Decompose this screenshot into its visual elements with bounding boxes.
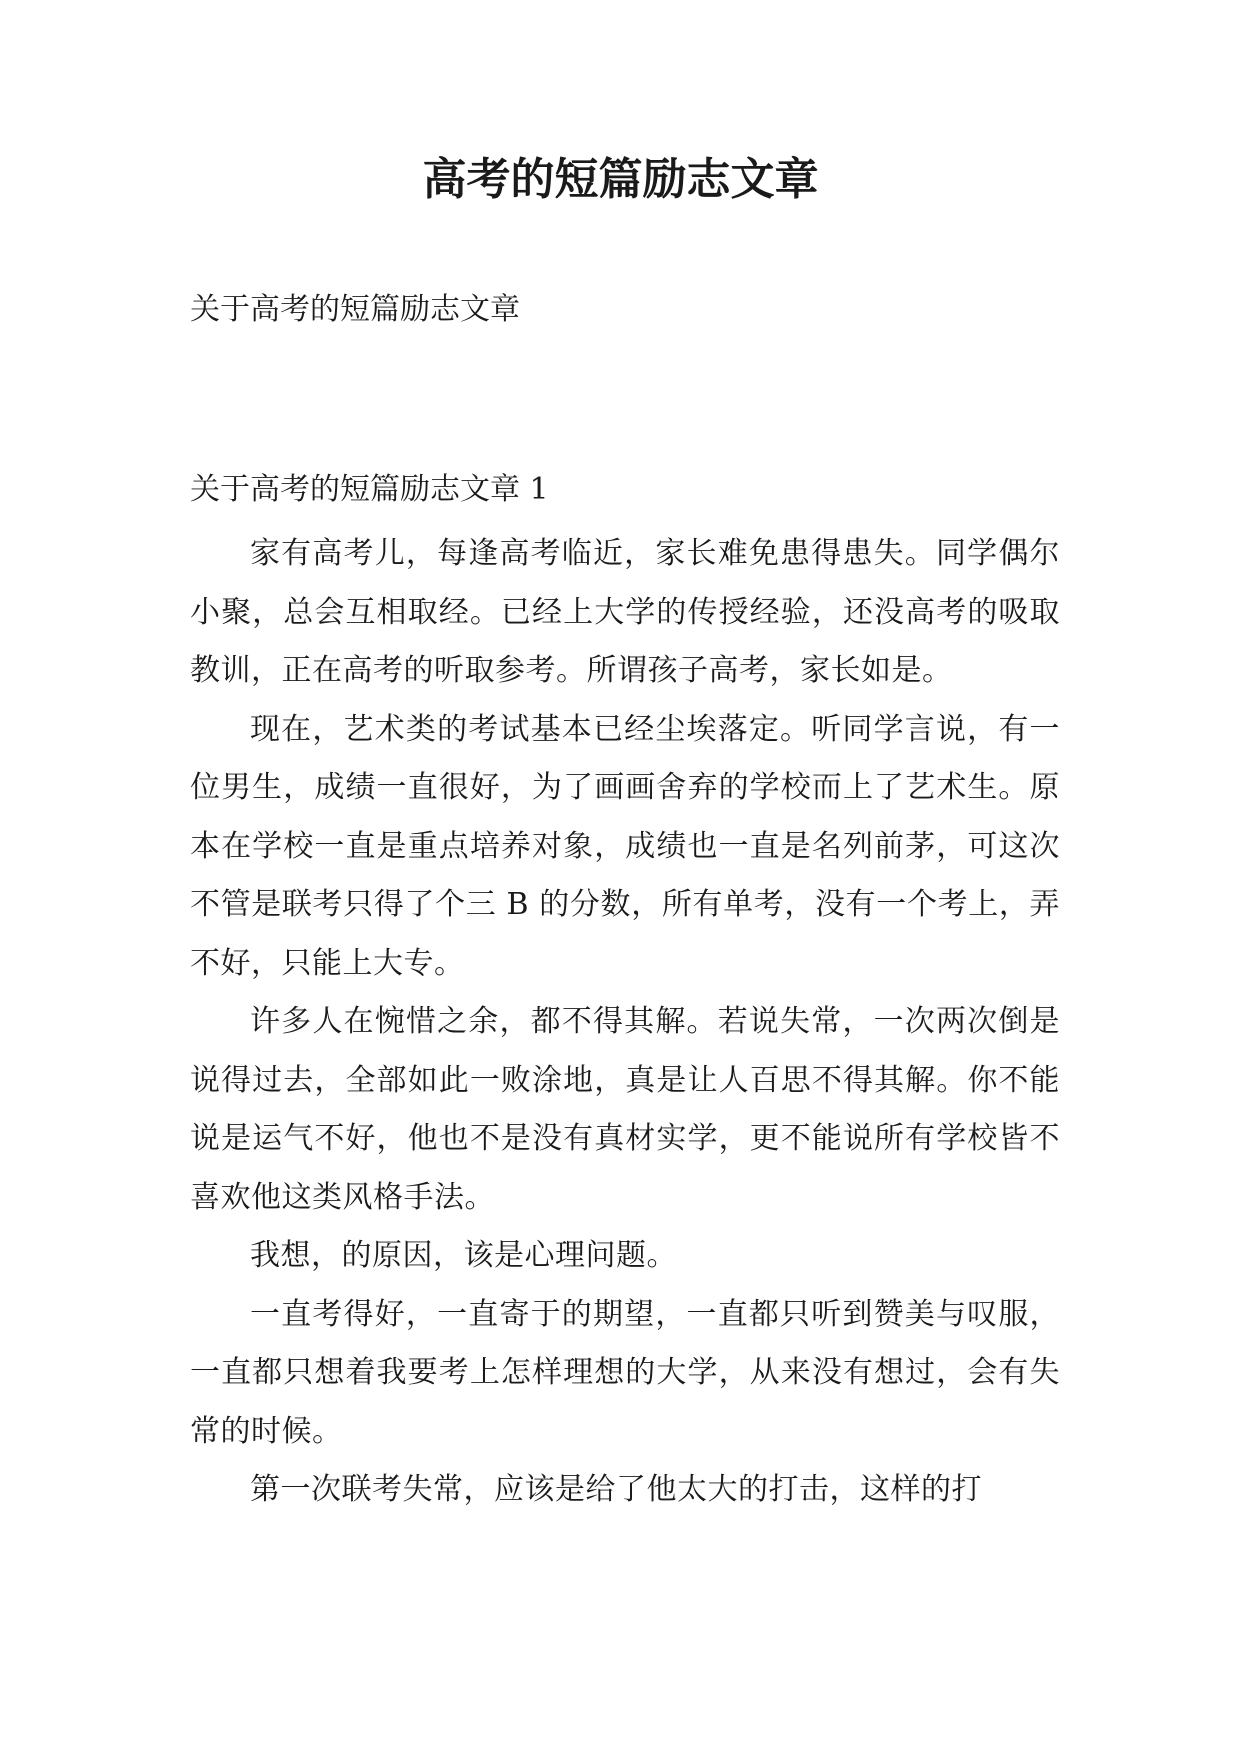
document-title: 高考的短篇励志文章 (422, 154, 819, 205)
paragraph: 一直考得好，一直寄于的期望，一直都只听到赞美与叹服，一直都只想着我要考上怎样理想的大学，从来没有想过，会有失常的时候。 (190, 1296, 1060, 1449)
article-body (190, 525, 1060, 1520)
paragraph: 我想，的原因，该是心理问题。 (250, 1238, 677, 1273)
section-heading: 关于高考的短篇励志文章 1 (190, 472, 549, 507)
paragraph: 家有高考儿，每逢高考临近，家长难免患得患失。同学偶尔小聚，总会互相取经。已经上大学的传授经验，还没高考的吸取教训，正在高考的听取参考。所谓孩子高考，家长如是。 (190, 536, 1060, 688)
paragraph: 许多人在惋惜之余，都不得其解。若说失常，一次两次倒是说得过去，全部如此一败涂地，真是让人百思不得其解。你不能说是运气不好，他也不是没有真材实学，更不能说所有学校皆不喜欢他这类风格手法。 (190, 1004, 1060, 1215)
paragraph: 现在，艺术类的考试基本已经尘埃落定。听同学言说，有一位男生，成绩一直很好，为了画画舍弃的学校而上了艺术生。原本在学校一直是重点培养对象，成绩也一直是名列前茅，可这次不管是联考只得了个三 B 的分数，所有单考，没有一个考上，弄不好，只能上大专。 (190, 711, 1060, 981)
paragraph: 第一次联考失常，应该是给了他太大的打击，这样的打 (250, 1472, 982, 1507)
document-subtitle: 关于高考的短篇励志文章 (190, 292, 520, 327)
